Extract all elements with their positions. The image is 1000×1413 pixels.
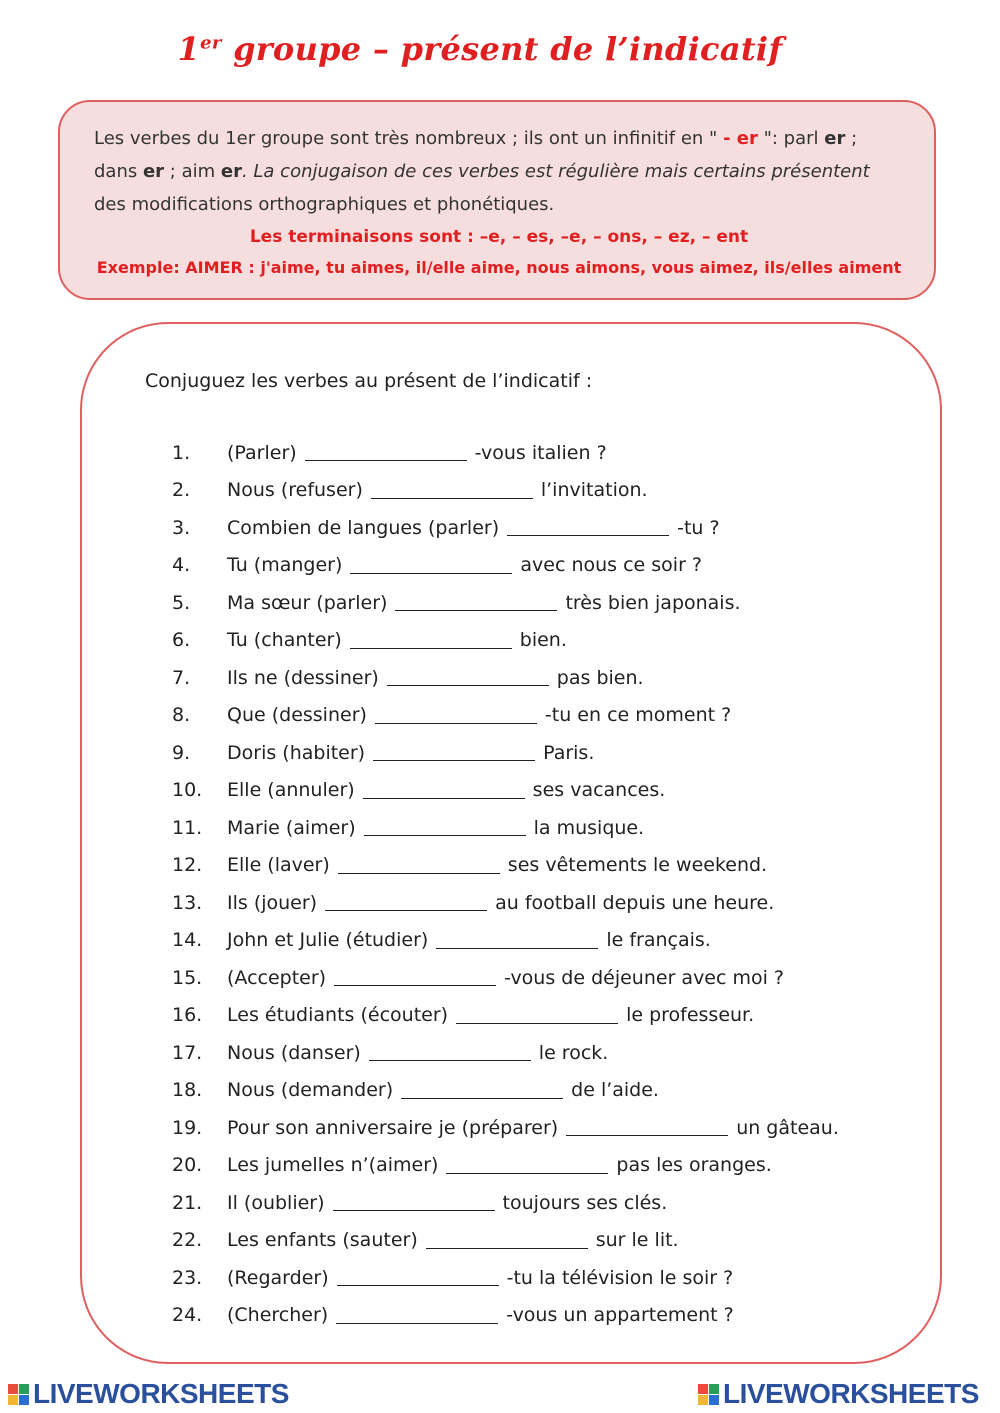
exercise-ending: -tu la télévision le soir ?	[506, 1266, 734, 1289]
info-text: dans	[94, 161, 143, 182]
exercise-ending: avec nous ce soir ?	[520, 554, 703, 577]
exercise-number: 23.	[172, 1266, 203, 1289]
exercise-ending: ses vêtements le weekend.	[507, 854, 768, 877]
exercise-ending: -vous de déjeuner avec moi ?	[504, 966, 785, 989]
exercise-number: 5.	[172, 591, 191, 614]
exercise-number: 17.	[172, 1041, 203, 1064]
answer-blank[interactable]	[334, 969, 496, 986]
exercise-prompt: Doris (habiter)	[227, 741, 366, 764]
exercise-number: 4.	[172, 554, 191, 577]
exercise-prompt: Ils ne (dessiner)	[227, 666, 379, 689]
answer-blank[interactable]	[369, 1044, 531, 1061]
exercise-number: 8.	[172, 704, 191, 727]
exercise-number: 21.	[172, 1191, 203, 1214]
exercise-item	[172, 1147, 839, 1185]
exercise-item	[172, 584, 839, 622]
exercise-number: 7.	[172, 666, 191, 689]
answer-blank[interactable]	[350, 557, 512, 574]
exercise-ending: pas les oranges.	[616, 1154, 772, 1177]
exercise-item	[172, 622, 839, 660]
exercise-ending: -tu en ce moment ?	[544, 704, 732, 727]
answer-blank[interactable]	[336, 1307, 498, 1324]
exercise-prompt: Ils (jouer)	[227, 891, 318, 914]
exemple-line: Exemple: AIMER : j'aime, tu aimes, il/elle aime, nous aimons, vous aimez, ils/elles aiment	[96, 258, 902, 277]
exercise-number: 20.	[172, 1154, 203, 1177]
exercise-prompt: (Accepter)	[227, 966, 327, 989]
exercise-list	[172, 434, 839, 1334]
exercise-number: 10.	[172, 779, 203, 802]
exercise-number: 12.	[172, 854, 203, 877]
footer-logo-left	[8, 1378, 289, 1410]
exercise-ending: Paris.	[543, 741, 595, 764]
exercise-prompt: Les jumelles n’(aimer)	[227, 1154, 439, 1177]
exercise-prompt: (Chercher)	[227, 1304, 329, 1327]
answer-blank[interactable]	[446, 1157, 608, 1174]
answer-blank[interactable]	[337, 1269, 499, 1286]
info-er-bold: er	[220, 161, 242, 182]
exercise-item	[172, 1184, 839, 1222]
answer-blank[interactable]	[305, 444, 467, 461]
exercise-prompt: Pour son anniversaire je (préparer)	[227, 1116, 559, 1139]
info-er-highlight: - er	[723, 128, 758, 149]
exercise-item	[172, 772, 839, 810]
exercise-item	[172, 809, 839, 847]
exercise-item	[172, 1072, 839, 1110]
answer-blank[interactable]	[387, 669, 549, 686]
title-main: groupe – présent de l’indicatif	[233, 30, 783, 68]
title-prefix-sup: er	[200, 32, 222, 54]
exercise-prompt: Les étudiants (écouter)	[227, 1004, 449, 1027]
exercise-number: 13.	[172, 891, 203, 914]
exercise-item	[172, 959, 839, 997]
exercise-prompt: Combien de langues (parler)	[227, 516, 500, 539]
answer-blank[interactable]	[373, 744, 535, 761]
exercise-number: 2.	[172, 479, 191, 502]
exercise-number: 16.	[172, 1004, 203, 1027]
exercise-prompt: (Regarder)	[227, 1266, 329, 1289]
answer-blank[interactable]	[375, 707, 537, 724]
info-er-bold: er	[824, 128, 846, 149]
exercise-number: 1.	[172, 441, 191, 464]
exercise-item	[172, 734, 839, 772]
exercise-number: 3.	[172, 516, 191, 539]
info-line-2	[94, 155, 904, 188]
exercise-ending: pas bien.	[556, 666, 644, 689]
info-text: ;	[845, 128, 858, 149]
answer-blank[interactable]	[436, 932, 598, 949]
exercise-ending: de l’aide.	[571, 1079, 659, 1102]
exercise-ending: la musique.	[533, 816, 645, 839]
answer-blank[interactable]	[364, 819, 526, 836]
exercise-item	[172, 434, 839, 472]
exercise-ending: -vous italien ?	[474, 441, 607, 464]
info-text: ": parl	[757, 128, 825, 149]
exercise-item	[172, 547, 839, 585]
exercise-ending: sur le lit.	[595, 1229, 679, 1252]
exercise-prompt: Marie (aimer)	[227, 816, 356, 839]
exercise-ending: ses vacances.	[532, 779, 666, 802]
exercise-item	[172, 472, 839, 510]
exercise-ending: le professeur.	[626, 1004, 755, 1027]
exercise-item	[172, 1109, 839, 1147]
exercise-number: 19.	[172, 1116, 203, 1139]
exercise-item	[172, 922, 839, 960]
instruction: Conjuguez les verbes au présent de l’indicatif :	[145, 370, 593, 392]
exercise-prompt: Que (dessiner)	[227, 704, 367, 727]
info-text: ; aim	[164, 161, 221, 182]
info-line-3: des modifications orthographiques et phonétiques.	[94, 194, 555, 215]
exercise-number: 6.	[172, 629, 191, 652]
exercise-item	[172, 1259, 839, 1297]
exercise-ending: au football depuis une heure.	[495, 891, 775, 914]
exercise-ending: bien.	[519, 629, 567, 652]
exercise-number: 11.	[172, 816, 203, 839]
exercise-ending: -vous un appartement ?	[506, 1304, 734, 1327]
exercise-prompt: Nous (danser)	[227, 1041, 361, 1064]
exercise-prompt: Nous (refuser)	[227, 479, 363, 502]
exercise-item	[172, 509, 839, 547]
answer-blank[interactable]	[363, 782, 525, 799]
exercise-prompt: (Parler)	[227, 441, 297, 464]
footer-logo-right	[698, 1378, 979, 1410]
exercise-item	[172, 1222, 839, 1260]
page-title	[0, 30, 960, 68]
exercise-prompt: Ma sœur (parler)	[227, 591, 388, 614]
answer-blank[interactable]	[395, 594, 557, 611]
exercise-item	[172, 1034, 839, 1072]
exercise-item	[172, 697, 839, 735]
exercise-prompt: Il (oublier)	[227, 1191, 325, 1214]
exercise-ending: toujours ses clés.	[502, 1191, 668, 1214]
info-text: Les verbes du 1er groupe sont très nombreux ; ils ont un infinitif en "	[94, 128, 724, 149]
exercise-number: 14.	[172, 929, 203, 952]
exercise-number: 18.	[172, 1079, 203, 1102]
answer-blank[interactable]	[371, 482, 533, 499]
exercise-ending: -tu ?	[677, 516, 720, 539]
exercise-ending: l’invitation.	[540, 479, 648, 502]
exercise-item	[172, 1297, 839, 1335]
info-box	[58, 100, 936, 300]
exercise-item	[172, 997, 839, 1035]
exercise-ending: le français.	[606, 929, 711, 952]
exercise-number: 24.	[172, 1304, 203, 1327]
answer-blank[interactable]	[350, 632, 512, 649]
exercise-prompt: Tu (chanter)	[227, 629, 342, 652]
exercise-item	[172, 847, 839, 885]
exercise-prompt: Tu (manger)	[227, 554, 343, 577]
exercise-prompt: Elle (annuler)	[227, 779, 355, 802]
answer-blank[interactable]	[325, 894, 487, 911]
answer-blank[interactable]	[401, 1082, 563, 1099]
exercise-number: 9.	[172, 741, 191, 764]
answer-blank[interactable]	[426, 1232, 588, 1249]
answer-blank[interactable]	[507, 519, 669, 536]
exercise-prompt: John et Julie (étudier)	[227, 929, 429, 952]
logo-icon	[698, 1384, 719, 1405]
exercise-number: 22.	[172, 1229, 203, 1252]
title-prefix: 1	[177, 30, 201, 68]
answer-blank[interactable]	[566, 1119, 728, 1136]
exercise-ending: très bien japonais.	[565, 591, 741, 614]
exercise-prompt: Nous (demander)	[227, 1079, 394, 1102]
info-er-bold: er	[142, 161, 165, 182]
exercise-item	[172, 659, 839, 697]
exercise-number: 15.	[172, 966, 203, 989]
exercise-prompt: Elle (laver)	[227, 854, 330, 877]
answer-blank[interactable]	[338, 857, 500, 874]
exercise-prompt: Les enfants (sauter)	[227, 1229, 418, 1252]
exercise-item	[172, 884, 839, 922]
terminaisons-line: Les terminaisons sont : –e, – es, –e, – ons, – ez, – ent	[249, 227, 749, 247]
logo-icon	[8, 1384, 29, 1405]
logo-text: LIVEWORKSHEETS	[723, 1378, 979, 1409]
logo-text: LIVEWORKSHEETS	[33, 1378, 289, 1409]
info-line-1	[94, 122, 904, 155]
info-text: . La conjugaison de ces verbes est régulière mais certains présentent	[241, 161, 870, 182]
exercise-ending: le rock.	[538, 1041, 609, 1064]
exercise-ending: un gâteau.	[736, 1116, 839, 1139]
answer-blank[interactable]	[456, 1007, 618, 1024]
answer-blank[interactable]	[333, 1194, 495, 1211]
